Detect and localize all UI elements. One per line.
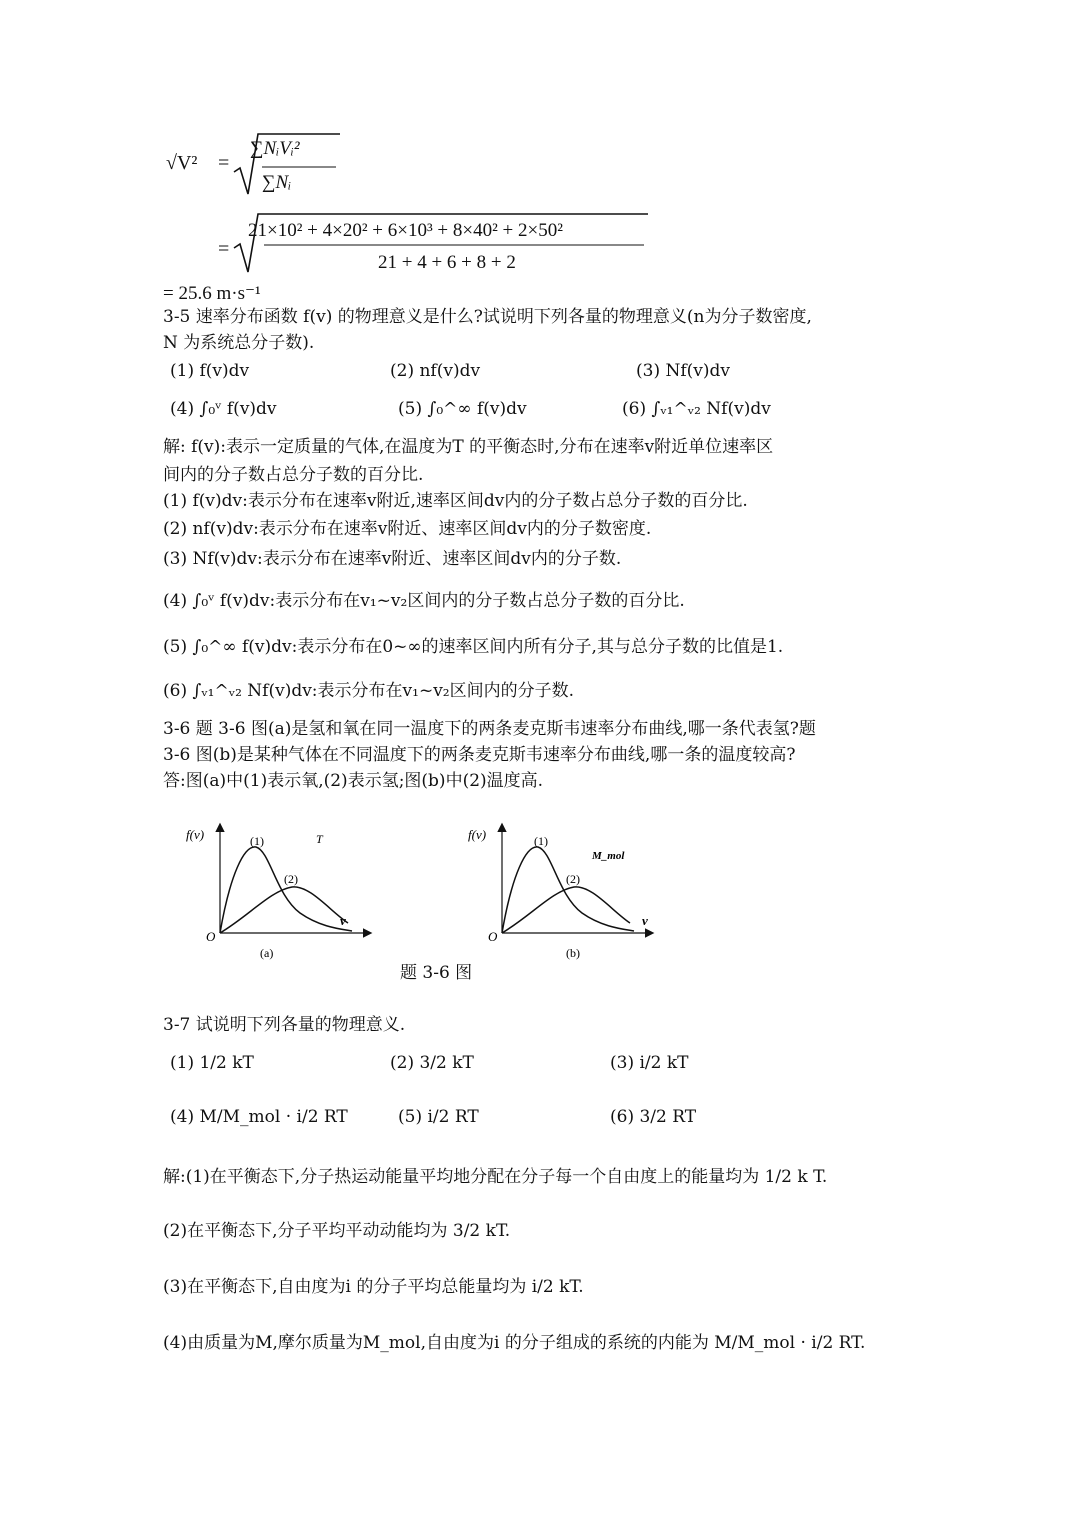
q36-line1: 3-6 题 3-6 图(a)是氢和氧在同一温度下的两条麦克斯韦速率分布曲线,哪一条代表氢?题 (163, 719, 816, 739)
q35-solution-item-5: (5) ∫₀^∞ f(v)dv:表示分布在0~∞的速率区间内所有分子,其与总分子数的比值是1. (163, 637, 784, 657)
q35-solution-line1: 解: f(v):表示一定质量的气体,在温度为T 的平衡态时,分布在速率v附近单位速率区 (163, 437, 774, 457)
q37-item-2: (2) 3/2 kT (390, 1053, 474, 1073)
q37-solution-2: (2)在平衡态下,分子平均平动动能均为 3/2 kT. (163, 1221, 511, 1241)
q35-solution-item-1: (1) f(v)dv:表示分布在速率v附近,速率区间dv内的分子数占总分子数的百分比. (163, 491, 748, 511)
fig-b-xlabel: v (642, 913, 648, 928)
q37-item-5: (5) i/2 RT (398, 1107, 479, 1127)
q37-item-4: (4) M/M_mol · i/2 RT (170, 1107, 348, 1127)
q35-solution-item-4: (4) ∫₀ᵛ f(v)dv:表示分布在v₁~v₂区间内的分子数占总分子数的百分比. (163, 591, 685, 611)
q37-item-3: (3) i/2 kT (610, 1053, 689, 1073)
fig-a-origin: O (206, 929, 216, 944)
q35-item-1: (1) f(v)dv (170, 361, 250, 381)
rms-result: = 25.6 m·s⁻¹ (163, 283, 261, 304)
q35-line1: 3-5 速率分布函数 f(v) 的物理意义是什么?试说明下列各量的物理意义(n为分子数密度, (163, 307, 812, 327)
fig-a-param: T (316, 832, 323, 846)
rms-lhs: √V² (166, 152, 198, 174)
q36-answer: 答:图(a)中(1)表示氧,(2)表示氢;图(b)中(2)温度高. (163, 771, 544, 791)
q37-solution-3: (3)在平衡态下,自由度为i 的分子平均总能量均为 i/2 kT. (163, 1277, 584, 1297)
fig-b-origin: O (488, 929, 498, 944)
q37-item-6: (6) 3/2 RT (610, 1107, 697, 1127)
fig-a-xlabel: v (340, 913, 346, 928)
q35-item-5: (5) ∫₀^∞ f(v)dv (398, 399, 527, 419)
fig-b-param: M_mol (592, 850, 625, 862)
q35-item-3: (3) Nf(v)dv (636, 361, 731, 381)
fig-b-c1: (1) (534, 834, 548, 848)
figure-b (462, 815, 662, 965)
q35-item-6: (6) ∫ᵥ₁^ᵥ₂ Nf(v)dv (622, 399, 771, 419)
fig-b-tag: (b) (566, 946, 580, 960)
figure-caption: 题 3-6 图 (400, 963, 473, 983)
rms-numerator-2: 21×10² + 4×20² + 6×10³ + 8×40² + 2×50² (248, 220, 563, 241)
q37-item-1: (1) 1/2 kT (170, 1053, 254, 1073)
q35-solution-line2: 间内的分子数占总分子数的百分比. (163, 465, 424, 485)
fig-a-c2: (2) (284, 872, 298, 886)
equals-sign-2: = (218, 238, 230, 260)
figure-a (180, 815, 380, 965)
fig-b-ylabel: f(v) (468, 827, 487, 842)
q35-solution-item-6: (6) ∫ᵥ₁^ᵥ₂ Nf(v)dv:表示分布在v₁~v₂区间内的分子数. (163, 681, 575, 701)
fig-a-tag: (a) (260, 946, 274, 960)
q35-line2: N 为系统总分子数). (163, 333, 315, 353)
fig-a-c1: (1) (250, 834, 264, 848)
q37-title: 3-7 试说明下列各量的物理意义. (163, 1015, 406, 1035)
rms-denominator-2: 21 + 4 + 6 + 8 + 2 (378, 252, 516, 273)
rms-numerator-1: ∑NᵢVᵢ² (250, 138, 300, 159)
q36-line2: 3-6 图(b)是某种气体在不同温度下的两条麦克斯韦速率分布曲线,哪一条的温度较高? (163, 745, 796, 765)
q35-solution-item-3: (3) Nf(v)dv:表示分布在速率v附近、速率区间dv内的分子数. (163, 549, 622, 569)
q35-item-4: (4) ∫₀ᵛ f(v)dv (170, 399, 277, 419)
equals-sign-1: = (218, 152, 230, 174)
q37-solution-4: (4)由质量为M,摩尔质量为M_mol,自由度为i 的分子组成的系统的内能为 M/M_mol · i/2 RT. (163, 1333, 866, 1353)
q35-solution-item-2: (2) nf(v)dv:表示分布在速率v附近、速率区间dv内的分子数密度. (163, 519, 652, 539)
q37-solution-1: 解:(1)在平衡态下,分子热运动能量平均地分配在分子每一个自由度上的能量均为 1/2 k T. (163, 1167, 828, 1187)
q35-item-2: (2) nf(v)dv (390, 361, 481, 381)
fig-b-c2: (2) (566, 872, 580, 886)
rms-denominator-1: ∑Nᵢ (262, 172, 292, 193)
fig-a-ylabel: f(v) (186, 827, 205, 842)
